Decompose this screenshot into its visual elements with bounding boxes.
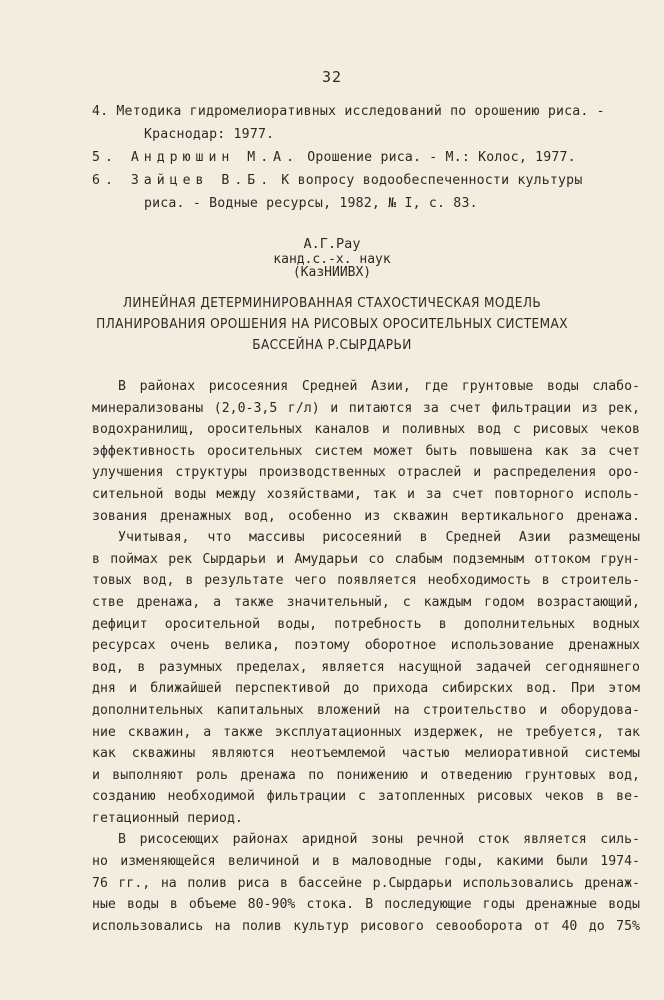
reference-text: риса. - Водные ресурсы, 1982, № I, с. 83. <box>144 196 478 211</box>
text-line: как скважины являются неотъемлемой частью мелиоративной системы <box>92 746 640 762</box>
text-line: и выполняют роль дренажа по понижению и отведению грунтовых вод, <box>92 767 640 783</box>
reference-item <box>92 169 632 215</box>
author-institute: (КазНИИВХ) <box>292 265 372 280</box>
reference-list <box>92 100 632 215</box>
text-line: ные воды в объеме 80-90% стока. В последующие годы дренажные воды <box>92 897 640 913</box>
text-line: вод, в разумных пределах, является насущной задачей сегодняшнего <box>92 659 640 675</box>
text-line: товых вод, в результате чего появляется необходимость в строитель- <box>92 573 640 589</box>
text-line: сительной воды между хозяйствами, так и за счет повторного исполь- <box>92 486 640 502</box>
reference-text: К вопросу водообеспеченности культуры <box>281 173 583 188</box>
text-line: улучшения структуры производственных отраслей и распределения оро- <box>92 465 640 481</box>
text-line: 76 гг., на полив риса в бассейне р.Сырдарьи использовались дренаж- <box>92 875 640 891</box>
text-line: дефицит оросительной воды, потребность в дополнительных водных <box>92 616 640 632</box>
title-line: ЛИНЕЙНАЯ ДЕТЕРМИНИРОВАННАЯ СТАХОСТИЧЕСКАЯ МОДЕЛЬ <box>122 295 542 311</box>
reference-item <box>92 100 632 146</box>
text-line: Учитывая, что массивы рисосеяний в Средней Азии размещены <box>118 530 640 546</box>
text-line: но изменяющейся величиной и в маловодные годы, какими были 1974- <box>92 854 640 870</box>
text-line: гетационный период. <box>92 810 243 826</box>
text-line: в поймах рек Сырдарьи и Амударьи со слабым подземным оттоком грун- <box>92 551 640 567</box>
text-line: зования дренажных вод, особенно из скважин вертикального дренажа. <box>92 508 640 524</box>
text-line: ресурсах очень велика, поэтому оборотное использование дренажных <box>92 638 640 654</box>
reference-text: Орошение риса. - М.: Колос, 1977. <box>307 150 576 165</box>
text-line: стве дренажа, а также значительный, с каждым годом возрастающий, <box>92 594 640 610</box>
author-degree: канд.с.-х. наук <box>273 252 391 267</box>
reference-text: 4. Методика гидромелиоративных исследований по орошению риса. - <box>92 104 605 119</box>
text-line: ние скважин, а также эксплуатационных издержек, не требуется, так <box>92 724 640 740</box>
text-line: водохранилищ, оросительных каналов и поливных вод с рисовых чеков <box>92 422 640 438</box>
text-line: использовались на полив культур рисового севооборота от 40 до 75% <box>92 918 640 934</box>
reference-author: 6. Зайцев В.Б. <box>92 173 274 188</box>
page-number: 32 <box>321 68 343 86</box>
article-title <box>0 293 664 356</box>
text-line: минерализованы (2,0-3,5 г/л) и питаются за счет фильтрации из рек, <box>92 400 640 416</box>
paragraph <box>92 376 640 527</box>
text-line: дополнительных капитальных вложений на строительство и оборудова- <box>92 702 640 718</box>
reference-author: 5. Андрюшин М.А. <box>92 150 300 165</box>
reference-text: Краснодар: 1977. <box>144 127 275 142</box>
text-line: эффективность оросительных систем может быть повышена как за счет <box>92 443 640 459</box>
article-author: А.Г.Рау <box>303 236 361 252</box>
paragraph <box>92 829 640 937</box>
title-line: ПЛАНИРОВАНИЯ ОРОШЕНИЯ НА РИСОВЫХ ОРОСИТЕЛЬНЫХ СИСТЕМАХ <box>96 316 568 332</box>
title-line: БАССЕЙНА Р.СЫРДАРЬИ <box>252 337 412 353</box>
paragraph <box>92 527 640 829</box>
text-line: созданию необходимой фильтрации с затопленных рисовых чеков в ве- <box>92 789 640 805</box>
article-body <box>92 376 640 937</box>
text-line: В рисосеющих районах аридной зоны речной сток является силь- <box>118 832 640 848</box>
text-line: дня и ближайшей перспективой до прихода сибирских вод. При этом <box>92 681 640 697</box>
reference-item <box>92 146 632 169</box>
text-line: В районах рисосеяния Средней Азии, где грунтовые воды слабо- <box>118 379 640 394</box>
